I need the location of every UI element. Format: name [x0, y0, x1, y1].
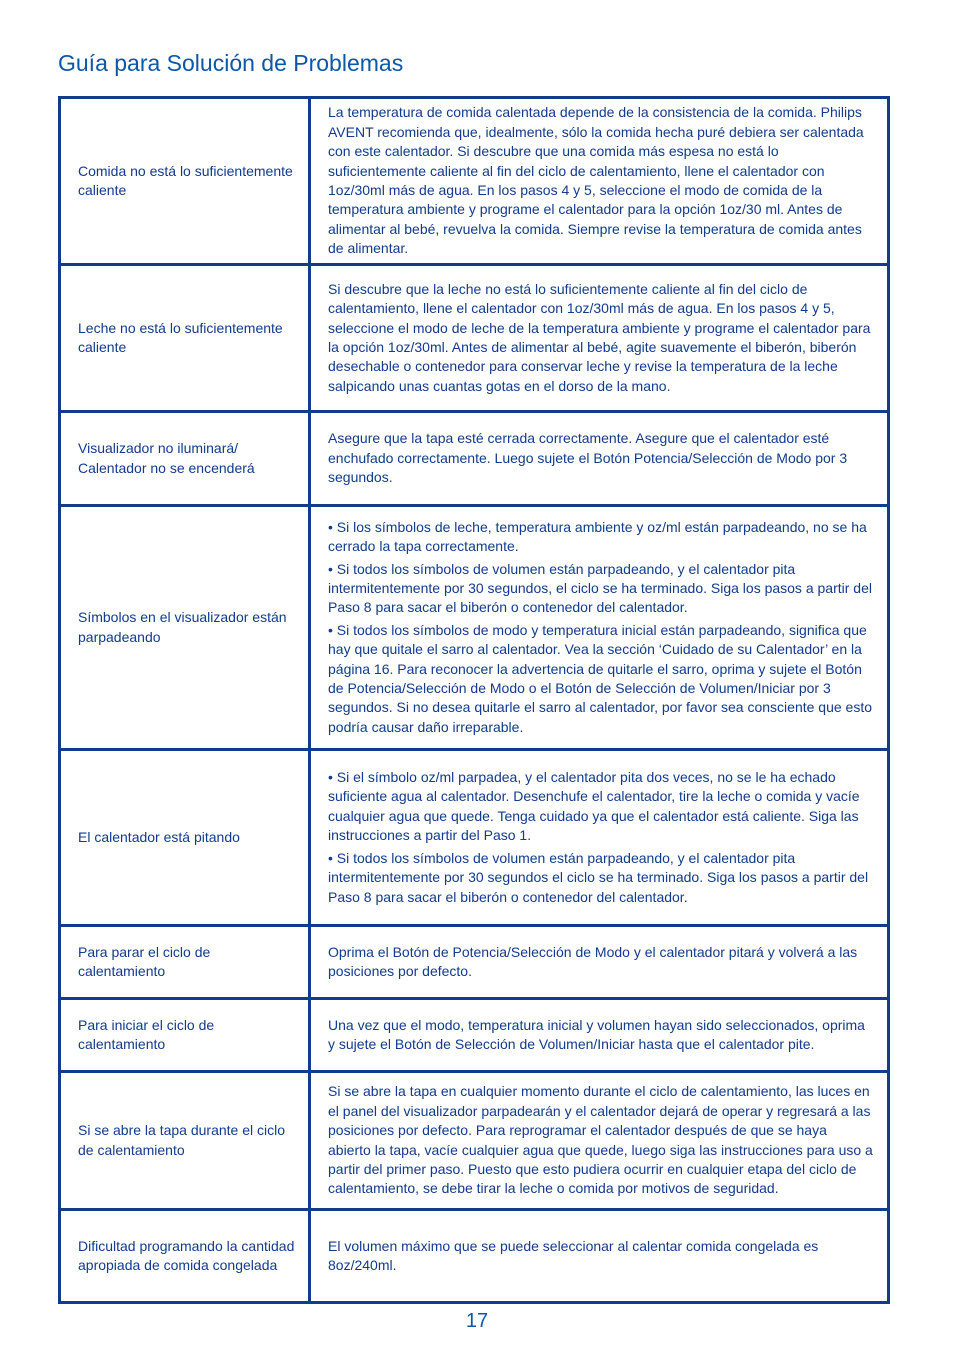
solution-text: Si se abre la tapa en cualquier momento durante el ciclo de calentamiento, las luces en el panel del visualizador parpadearán y el calentador dejará de operar y regresará a las posiciones por defecto. Para reprogramar el calentador después de que se haya abierto la tapa, vacíe cualquier agua que quede, luego siga las instrucciones para uso a partir del primer paso. Puesto que esto pudiera ocurrir en cualquier etapa del ciclo de calentamiento, se debe tirar la leche o comida por motivos de seguridad.: [328, 1083, 873, 1197]
solution-cell: [310, 506, 889, 750]
table-row: [60, 1072, 889, 1210]
solution-text: La temperatura de comida calentada depende de la consistencia de la comida. Philips AVENT recomienda que, idealmente, sólo la comida hecha puré debiera ser calentada con este calentador. Si descubre que una comida más espesa no está lo suficientemente caliente al fin del ciclo de calentamiento, llene el calentador con 1oz/30ml más de agua. En los pasos 4 y 5, seleccione el modo de comida de la temperatura ambiente y programe el calentador para la opción 1oz/30 ml. Antes de alimentar al bebé, revuelva la comida. Siempre revise la temperatura de comida antes de alimentar.: [328, 104, 864, 257]
problem-cell: Para iniciar el ciclo de calentamiento: [60, 999, 310, 1072]
solution-text: Asegure que la tapa esté cerrada correctamente. Asegure que el calentador esté enchufado correctamente. Luego sujete el Botón Potencia/Selección de Modo por 3 segundos.: [328, 430, 848, 486]
table-row: [60, 750, 889, 926]
solution-cell: [310, 98, 889, 265]
solution-bullet: • Si todos los símbolos de volumen están parpadeando, y el calentador pita intermitentemente por 30 segundos el ciclo se ha terminado. Siga los pasos a partir del Paso 8 para sacar el biberón o contenedor del calentador.: [328, 849, 869, 905]
table-row: [60, 412, 889, 506]
troubleshooting-table: [58, 96, 890, 1304]
solution-cell: [310, 412, 889, 506]
solution-bullet: • Si el símbolo oz/ml parpadea, y el calentador pita dos veces, no se le ha echado suficiente agua al calentador. Desenchufe el calentador, tire la leche o comida y vacíe cualquier agua que quede. Tenga cuidado ya que el calentador está caliente. Siga las instrucciones a partir del Paso 1.: [328, 769, 860, 844]
table-row: [60, 999, 889, 1072]
solution-cell: [310, 1210, 889, 1303]
solution-bullet: • Si todos los símbolos de modo y temperatura inicial están parpadeando, significa que hay que quitale el sarro al calentador. Vea la sección ‘Cuidado de su Calentador’ en la página 16. Para reconocer la advertencia de quitarle el sarro, oprima y sujete el Botón de Potencia/Selección de Modo o el Botón de Selección de Volumen/Iniciar por 3 segundos. Si no desea quitarle el sarro al calentador, por favor sea consciente que esto podría causar daño irreparable.: [328, 621, 873, 735]
problem-cell: Comida no está lo suficientemente caliente: [60, 98, 310, 265]
table-row: [60, 1210, 889, 1303]
solution-cell: [310, 999, 889, 1072]
solution-text: Si descubre que la leche no está lo suficientemente caliente al fin del ciclo de calentamiento, llene el calentador con 1oz/30ml más de agua. En los pasos 4 y 5, seleccione el modo de leche de la temperatura ambiente y programe el calentador para la opción 1oz/30ml. Antes de alimentar al bebé, agite suavemente el biberón, biberón desechable o contenedor para conservar leche y revise la temperatura de la leche salpicando unas cuantas gotas en el dorso de la mano.: [328, 280, 871, 394]
solution-cell: [310, 265, 889, 412]
problem-cell: Para parar el ciclo de calentamiento: [60, 926, 310, 999]
solution-text: Una vez que el modo, temperatura inicial y volumen hayan sido seleccionados, oprima y sujete el Botón de Selección de Volumen/Iniciar hasta que el calentador pite.: [328, 1016, 865, 1052]
problem-cell: Visualizador no iluminará/ Calentador no se encenderá: [60, 412, 310, 506]
solution-text: El volumen máximo que se puede seleccionar al calentar comida congelada es 8oz/240ml.: [328, 1237, 819, 1273]
solution-cell: [310, 1072, 889, 1210]
solution-cell: [310, 926, 889, 999]
solution-bullet: • Si todos los símbolos de volumen están parpadeando, y el calentador pita intermitentemente por 30 segundos, el ciclo se ha terminado. Siga los pasos a partir del Paso 8 para sacar el biberón o contenedor del calentador.: [328, 560, 872, 616]
solution-cell: [310, 750, 889, 926]
problem-cell: Dificultad programando la cantidad apropiada de comida congelada: [60, 1210, 310, 1303]
solution-bullet: • Si los símbolos de leche, temperatura ambiente y oz/ml están parpadeando, no se ha cerrado la tapa correctamente.: [328, 518, 867, 555]
problem-cell: Leche no está lo suficientemente caliente: [60, 265, 310, 412]
problem-cell: Si se abre la tapa durante el ciclo de calentamiento: [60, 1072, 310, 1210]
solution-text: Oprima el Botón de Potencia/Selección de Modo y el calentador pitará y volverá a las posiciones por defecto.: [328, 943, 858, 979]
table-row: [60, 265, 889, 412]
table-row: [60, 98, 889, 265]
problem-cell: El calentador está pitando: [60, 750, 310, 926]
page-title: Guía para Solución de Problemas: [58, 50, 404, 76]
table-row: [60, 506, 889, 750]
page-number: 17: [465, 1310, 489, 1332]
table-row: [60, 926, 889, 999]
problem-cell: Símbolos en el visualizador están parpadeando: [60, 506, 310, 750]
